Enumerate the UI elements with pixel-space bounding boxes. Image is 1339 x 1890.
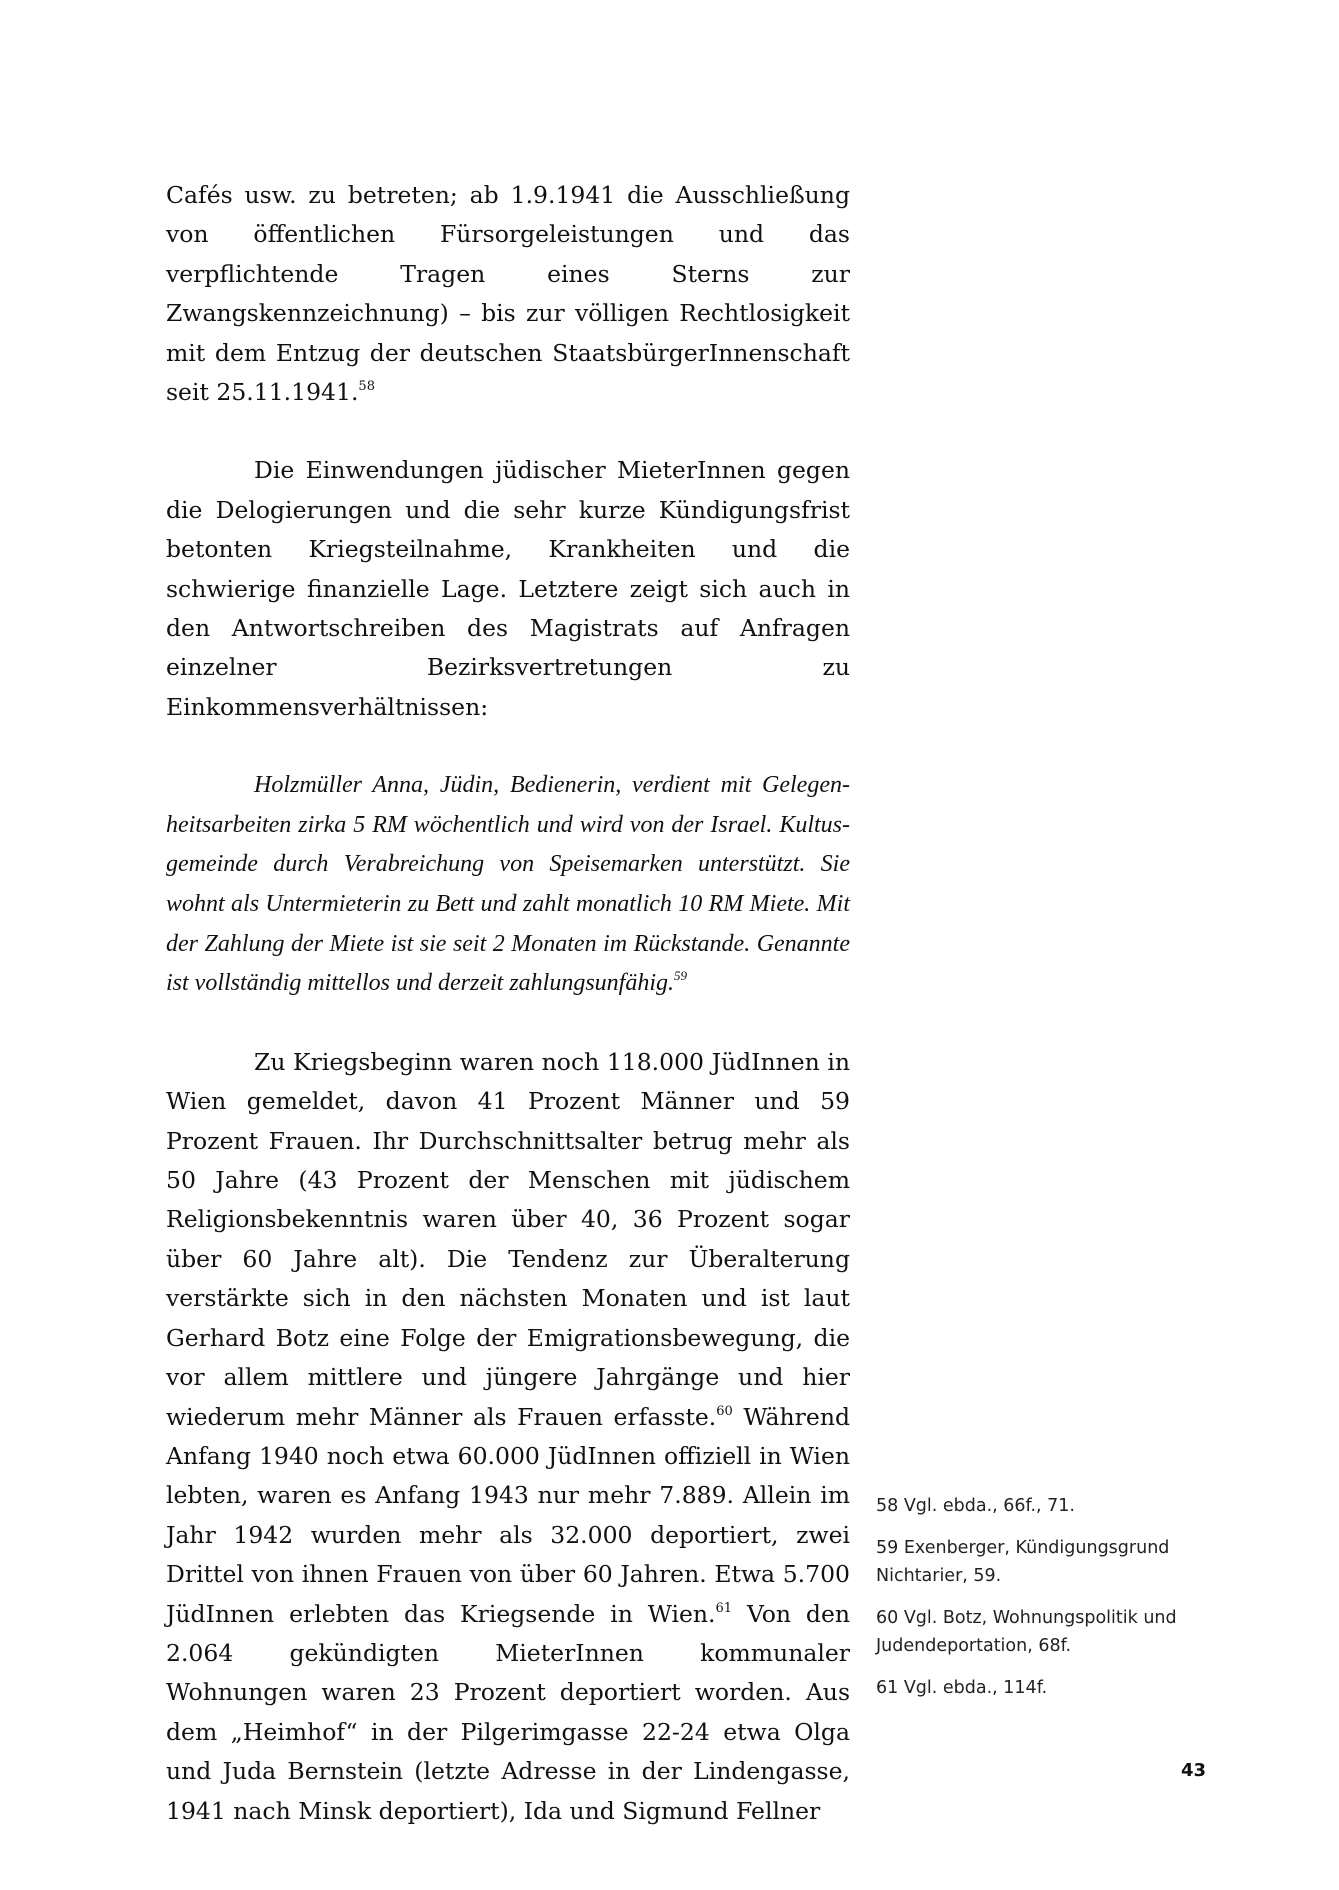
footnote-58: 58 Vgl. ebda., 66f., 71.: [876, 1496, 1075, 1516]
footnote-ref-60[interactable]: 60: [716, 1403, 733, 1419]
block-quote: Holzmüller Anna, Jüdin, Bedienerin, verdient mit Gelegenheitsarbeiten zirka 5 RM wöchentlich und wird von der Israel. Kultusgemeinde durch Verabreichung von Speisemarken unterstützt. Sie wohnt als Untermieterin zu Bett und zahlt monatlich 10 RM Miete. Mit der Zahlung der Miete ist sie seit 2 Monaten im Rückstande. Genannte ist vollständig mittellos und derzeit zahlungsunfähig.$^{59}$: [166, 772, 850, 997]
footnote-ref-61[interactable]: 61: [715, 1600, 733, 1616]
paragraph-2: Die Einwendungen jüdischer MieterInnen gegen die Delogierungen und die sehr kurze Kündigungsfrist betonten Kriegsteilnahme, Krankheiten und die schwierige finanzielle Lage. Letztere zeigt sich auch in den Antwortschreiben des Magistrats auf Anfragen einzelner Bezirksvertretungen zu Einkommensverhältnissen:: [166, 456, 850, 721]
main-text-column: [166, 176, 850, 1831]
footnotes: [876, 1492, 1216, 1716]
paragraph-1: Cafés usw. zu betreten; ab 1.9.1941 die Ausschließung von öffentlichen Fürsorgeleistungen und das verpflichtende Tragen eines Sterns zur Zwangskennzeichnung) – bis zur völligen Rechtlosigkeit mit dem Entzug der deutschen StaatsbürgerInnenschaft seit 25.11.1941.58: [166, 181, 850, 407]
footnote-ref-58[interactable]: 58: [358, 379, 375, 395]
footnote-ref-59[interactable]: 59: [674, 968, 688, 984]
footnote-60: 60 Vgl. Botz, Wohnungspolitik und Judendeportation, 68f.: [876, 1608, 1177, 1656]
footnote-61: 61 Vgl. ebda., 114f.: [876, 1678, 1048, 1698]
footnote-59: 59 Exenberger, Kündigungsgrund Nichtarier, 59.: [876, 1538, 1170, 1586]
page-number: 43: [1180, 1760, 1206, 1781]
paragraph-3: Zu Kriegsbeginn waren noch 118.000 JüdInnen in Wien gemeldet, davon 41 Prozent Männer und 59 Prozent Frauen. Ihr Durchschnittsalter betrug mehr als 50 Jahre (43 Prozent der Menschen mit jüdischem Religionsbekenntnis waren über 40, 36 Prozent sogar über 60 Jahre alt). Die Tendenz zur Überalterung verstärkte sich in den nächsten Monaten und ist laut Gerhard Botz eine Folge der Emigrationsbewegung, die vor allem mittlere und jüngere Jahrgänge und hier wiederum mehr Männer als Frauen erfasste.$^{60}$ Während Anfang 1940 noch etwa 60.000 JüdInnen offiziell in Wien lebten, waren es Anfang 1943 nur mehr 7.889. Allein im Jahr 1942 wurden mehr als 32.000 deportiert, zwei Drittel von ihnen Frauen von über 60 Jahren. Etwa 5.700 JüdInnen erlebten das Kriegsende in Wien.$^{61}$ Von den 2.064 gekündigten MieterInnen kommunaler Wohnungen waren 23 Prozent deportiert worden. Aus dem „Heimhof“ in der Pilgerimgasse 22-24 etwa Olga und Juda Bernstein (letzte Adresse in der Lindengasse, 1941 nach Minsk deportiert), Ida und Sigmund Fellner: [166, 1047, 851, 1825]
